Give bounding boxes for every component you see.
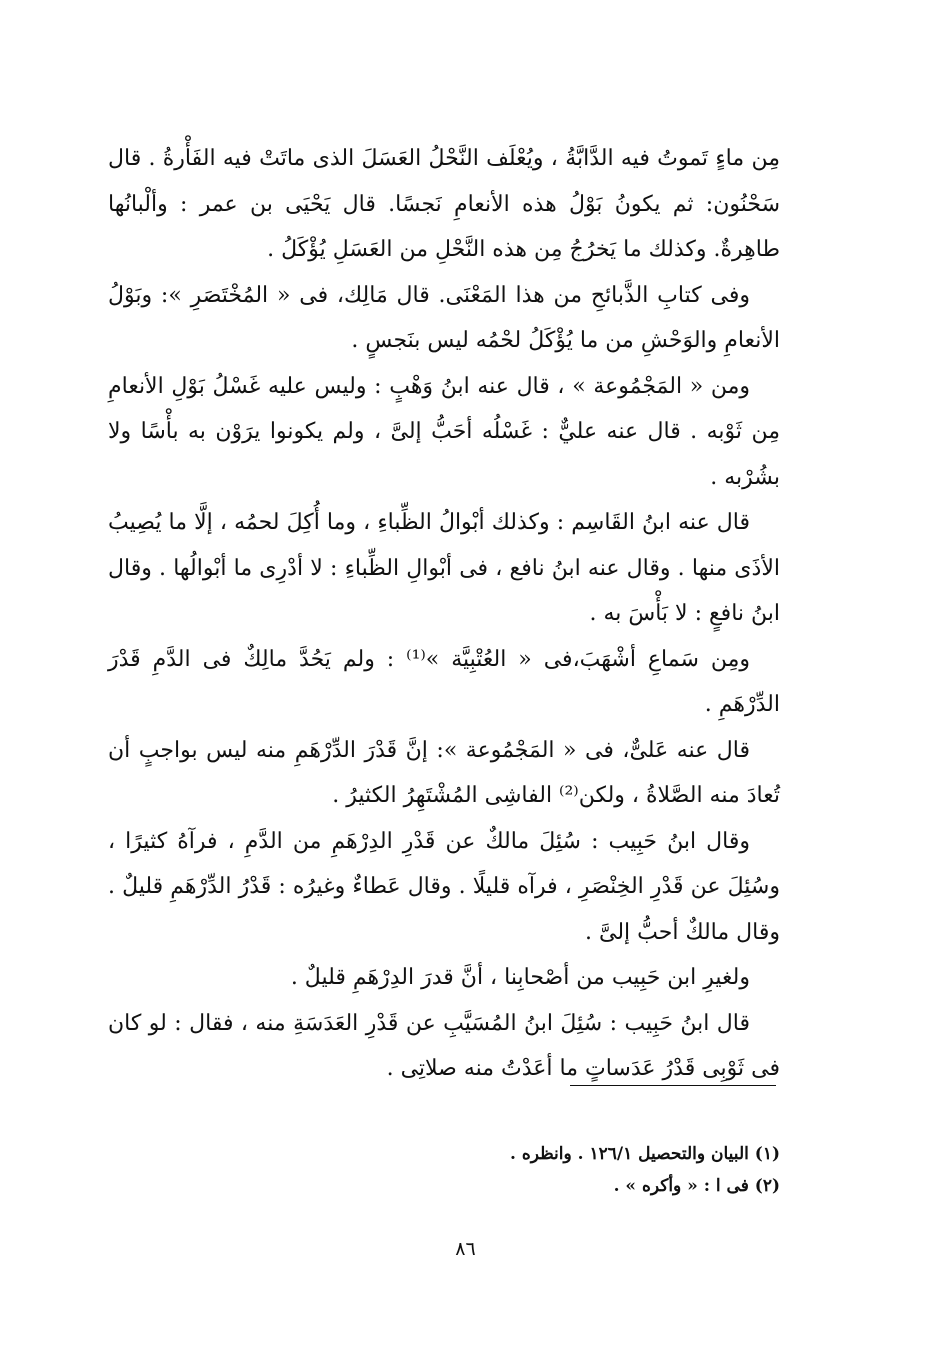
footnote-separator xyxy=(570,1085,776,1086)
paragraph-6: قال عنه عَلىٌّ، فى « المَجْمُوعة »: إنَّ قَدْرَ الدِّرْهَمِ منه ليس بواجبٍ أن تُعادَ منه الصَّلاةُ ، ولكن⁽²⁾ الفاشِى المُشْتَهِرُ الكثيرُ . xyxy=(108,737,780,808)
paragraph-5: ومِن سَماعِ أشْهَبَ،فى « العُتْبِيَّة »⁽¹⁾ : ولم يَحُدَّ مالِكٌ فى الدَّمِ قَدْرَ الدِّرْهَمِ . xyxy=(108,646,780,717)
footnotes xyxy=(108,1138,780,1202)
paragraph-7: وقال ابنُ حَبِيب : سُئِلَ مالكٌ عن قَدْرِ الدِرْهَمِ من الدَّمِ ، فرآهُ كثيرًا ، وسُئِلَ عن قَدْرِ الخِنْصَرِ ، فرآه قليلًا . وقال عَطاءٌ وغيرُه : قَدْرُ الدِّرْهَمِ قليلٌ . وقال مالكٌ أحبُّ إلىَّ . xyxy=(108,828,780,945)
paragraph-3: ومن « المَجْمُوعة » ، قال عنه ابنُ وَهْبٍ : وليس عليه غَسْلُ بَوْلِ الأنعامِ مِن ثَوْبه . قال عنه عليٌّ : غَسْلُه أحَبُّ إلىَّ ، ولم يكونوا يرَوْن به بأْسًا ولا بشُرْبه . xyxy=(108,373,780,490)
footnote-2: (٢) فى ا : « وأكره » . xyxy=(613,1176,780,1196)
paragraph-4: قال عنه ابنُ القَاسِم : وكذلك أبْوالُ الظِّباءِ ، وما أُكِلَ لحمُه ، إلَّا ما يُصِيبُ الأذَى منها . وقال عنه ابنُ نافع ، فى أبْوالِ الظِّباءِ : لا أدْرِى ما أبْوالُها . وقال ابنُ نافعٍ : لا بَأْسَ به . xyxy=(108,510,780,626)
paragraph-8: ولغيرِ ابن حَبِيب من أصْحابِنا ، أنَّ قدرَ الدِرْهَمِ قليلٌ . xyxy=(290,965,750,990)
paragraph-1: مِن ماءٍ تَموتُ فيه الدَّابَّةُ ، ويُعْلَف النَّحْلُ العَسَلَ الذى ماتَتْ فيه الفَأْرةُ . قال سَحْنُون: ثم يكونُ بَوْلُ هذه الأنعامِ نَجسًا. قال يَحْيَى بن عمر : وألْبانُها طاهِرةٌ. وكذلك ما يَخرُجُ مِن هذه النَّحْلِ من العَسَلِ يُؤْكَلُ . xyxy=(108,146,780,262)
footnote-1: (١) البيان والتحصيل ١٢٦/١ . وانظره . xyxy=(509,1144,780,1164)
body-text xyxy=(108,136,780,1092)
paragraph-2: وفى كتابِ الذَّبائحِ من هذا المَعْنَى. قال مَالِك، فى « المُخْتَصَرِ »: وبَوْلُ الأنعامِ والوَحْشِ من ما يُؤْكَلُ لحْمُه ليس بنَجسٍ . xyxy=(108,282,780,353)
paragraph-9: قال ابنُ حَبِيب : سُئِلَ ابنُ المُسَيَّبِ عن قَدْرِ العَدَسَةِ منه ، فقال : لو كان فى ثَوْبِى قَدْرُ عَدَساتٍ ما أعَدْتُ منه صلاتِى . xyxy=(108,1010,780,1081)
page-number: ٨٦ xyxy=(455,1238,476,1260)
